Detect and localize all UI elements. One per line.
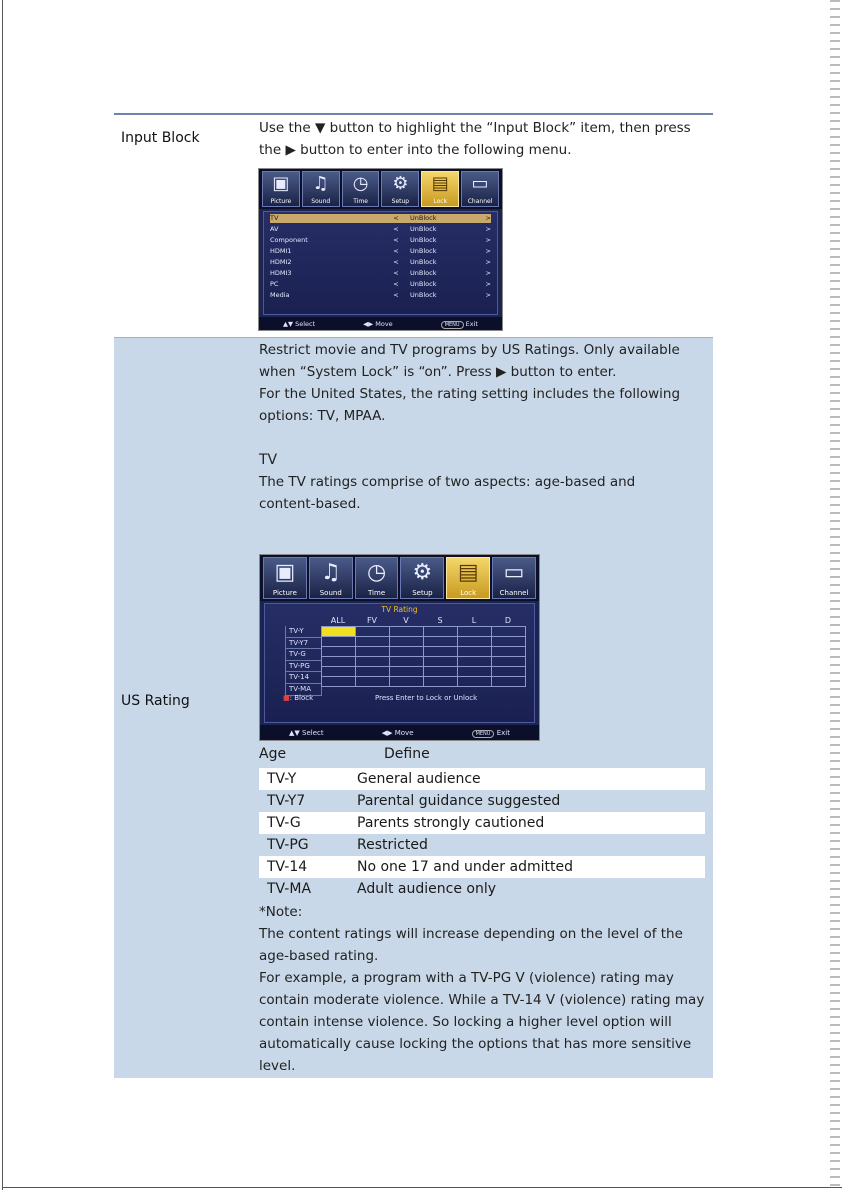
picture-tab[interactable]: ▣ Picture (262, 171, 300, 207)
menu-footer (259, 317, 502, 330)
grid-cell[interactable] (424, 657, 458, 667)
camera-icon: ▣ (274, 560, 296, 585)
tv-rating-panel (264, 603, 535, 723)
grid-cell[interactable] (458, 627, 492, 637)
rating-row: TV-14 No one 17 and under admitted (259, 856, 705, 878)
row-label-tv-g: TV-G (285, 649, 322, 661)
menu-key-icon: MENU (472, 730, 495, 738)
lock-unlock-hint: Press Enter to Lock or Unlock (375, 694, 478, 702)
grid-cell[interactable] (322, 647, 356, 657)
sound-tab[interactable]: ♫ Sound (309, 557, 353, 599)
time-tab[interactable]: ◷ Time (355, 557, 399, 599)
grid-cell[interactable] (322, 667, 356, 677)
rating-lock-grid (321, 626, 526, 687)
us-rating-p1-line-1: Restrict movie and TV programs by US Ratings. Only available (259, 342, 680, 358)
tv-text-line-2: content-based. (259, 496, 361, 512)
lock-tab[interactable]: ▤ Lock (446, 557, 490, 599)
input-list-panel (263, 211, 498, 315)
page-bottom-border (2, 1187, 842, 1188)
tv-heading: TV (259, 452, 278, 468)
input-row-media[interactable]: Media < UnBlock > (270, 291, 491, 299)
grid-cell[interactable] (390, 647, 424, 657)
grid-cell[interactable] (424, 627, 458, 637)
note-line-7: level. (259, 1058, 296, 1074)
column-v: V (403, 616, 409, 625)
menu-footer (260, 725, 539, 740)
row-label-tv-y: TV-Y (285, 626, 322, 638)
grid-cell[interactable] (322, 637, 356, 647)
perforation-edge (830, 0, 840, 1190)
input-row-hdmi1[interactable]: HDMI1 < UnBlock > (270, 247, 491, 255)
grid-cell[interactable] (424, 667, 458, 677)
tv-text-line-1: The TV ratings comprise of two aspects: age-based and (259, 474, 636, 490)
column-fv: FV (366, 616, 378, 625)
setup-tab[interactable]: ⚙ Setup (400, 557, 444, 599)
clock-icon: ◷ (352, 173, 369, 194)
move-hint: ◀▶ Move (363, 319, 393, 328)
input-row-pc[interactable]: PC < UnBlock > (270, 280, 491, 288)
note-line-5: contain intense violence. So locking a higher level option will (259, 1014, 672, 1030)
grid-cell[interactable] (492, 647, 526, 657)
music-note-icon: ♫ (312, 173, 329, 194)
grid-cell[interactable] (390, 657, 424, 667)
lock-icon: ▤ (431, 173, 449, 194)
input-block-text-line-1: Use the ▼ button to highlight the “Input Block” item, then press (259, 120, 691, 136)
grid-cell[interactable] (322, 677, 356, 687)
note-label: *Note: (259, 904, 303, 920)
define-column-header: Define (384, 746, 430, 762)
exit-hint: MENU Exit (472, 729, 510, 737)
block-legend: ■: Block (283, 694, 314, 702)
us-rating-p1-line-2: when “System Lock” is “on”. Press ▶ button to enter. (259, 364, 617, 380)
rating-row: TV-MA Adult audience only (267, 881, 497, 897)
us-rating-p2-line-1: For the United States, the rating setting includes the following (259, 386, 681, 402)
music-note-icon: ♫ (320, 560, 341, 585)
column-d: D (504, 616, 512, 625)
grid-cell[interactable] (356, 647, 390, 657)
rating-row: TV-Y General audience (259, 768, 705, 790)
row-label-tv-pg: TV-PG (285, 661, 322, 673)
grid-cell[interactable] (492, 677, 526, 687)
grid-cell[interactable] (492, 667, 526, 677)
row-label-tv-ma: TV-MA (285, 684, 322, 696)
grid-cell[interactable] (390, 627, 424, 637)
monitor-icon: ▭ (471, 173, 489, 194)
sound-tab[interactable]: ♫ Sound (302, 171, 340, 207)
page-left-border (2, 0, 3, 1190)
exit-hint: MENU Exit (441, 320, 478, 328)
input-row-component[interactable]: Component < UnBlock > (270, 236, 491, 244)
tv-rating-menu-screenshot (259, 554, 540, 741)
grid-cell[interactable] (356, 627, 390, 637)
time-tab[interactable]: ◷ Time (342, 171, 380, 207)
note-line-4: contain moderate violence. While a TV-14 V (violence) rating may (259, 992, 705, 1008)
select-hint: ▲▼ Select (283, 319, 316, 328)
grid-cell[interactable] (458, 677, 492, 687)
us-rating-label: US Rating (121, 693, 190, 709)
input-row-hdmi2[interactable]: HDMI2 < UnBlock > (270, 258, 491, 266)
up-down-icon: ▲▼ (283, 319, 293, 328)
input-row-av[interactable]: AV < UnBlock > (270, 225, 491, 233)
grid-cell[interactable] (424, 637, 458, 647)
rating-column-headers (321, 616, 525, 625)
input-row-tv[interactable]: TV < UnBlock > (270, 214, 491, 222)
gear-icon: ⚙ (412, 560, 433, 585)
lock-tab[interactable]: ▤ Lock (421, 171, 459, 207)
gear-icon: ⚙ (392, 173, 409, 194)
note-line-1: The content ratings will increase depending on the level of the (259, 926, 683, 942)
grid-cell[interactable] (356, 657, 390, 667)
rating-row: TV-PG Restricted (267, 837, 428, 853)
grid-cell[interactable] (492, 627, 526, 637)
grid-cell[interactable] (390, 667, 424, 677)
lock-icon: ■ (283, 694, 290, 702)
grid-cell[interactable] (458, 637, 492, 647)
note-line-2: age-based rating. (259, 948, 379, 964)
input-block-label: Input Block (121, 130, 200, 146)
grid-cell[interactable] (390, 637, 424, 647)
select-hint: ▲▼ Select (289, 728, 324, 737)
channel-tab[interactable]: ▭ Channel (461, 171, 499, 207)
row-label-tv-y7: TV-Y7 (285, 638, 322, 650)
tv-rating-title: TV Rating (381, 605, 418, 614)
input-row-hdmi3[interactable]: HDMI3 < UnBlock > (270, 269, 491, 277)
up-down-icon: ▲▼ (289, 728, 300, 737)
grid-cell[interactable] (492, 657, 526, 667)
rating-row: TV-Y7 Parental guidance suggested (267, 793, 561, 809)
grid-cell[interactable] (458, 657, 492, 667)
rating-row: TV-G Parents strongly cautioned (259, 812, 705, 834)
grid-cell[interactable] (424, 677, 458, 687)
grid-cell[interactable] (322, 657, 356, 667)
input-block-text-line-2: the ▶ button to enter into the following menu. (259, 142, 572, 158)
left-right-icon: ◀▶ (363, 319, 374, 328)
lock-icon: ▤ (457, 560, 479, 585)
note-line-6: automatically cause locking the options that has more sensitive (259, 1036, 692, 1052)
grid-cell[interactable] (390, 677, 424, 687)
grid-cell[interactable] (356, 637, 390, 647)
us-rating-p2-line-2: options: TV, MPAA. (259, 408, 386, 424)
column-all: ALL (330, 616, 346, 625)
column-l: L (471, 616, 477, 625)
move-hint: ◀▶ Move (381, 728, 414, 737)
grid-cell[interactable] (458, 667, 492, 677)
grid-cell[interactable] (322, 627, 356, 637)
column-s: S (437, 616, 443, 625)
menu-key-icon: MENU (441, 321, 464, 329)
picture-tab[interactable]: ▣ Picture (263, 557, 307, 599)
grid-cell[interactable] (492, 637, 526, 647)
age-column-header: Age (259, 746, 287, 762)
rating-row-labels (285, 626, 322, 696)
menu-tab-bar (259, 169, 502, 209)
clock-icon: ◷ (366, 560, 387, 585)
monitor-icon: ▭ (503, 560, 525, 585)
menu-tab-bar (260, 555, 539, 601)
grid-cell[interactable] (356, 677, 390, 687)
note-line-3: For example, a program with a TV-PG V (violence) rating may (259, 970, 674, 986)
camera-icon: ▣ (272, 173, 290, 194)
grid-cell[interactable] (356, 667, 390, 677)
row-label-tv-14: TV-14 (285, 672, 322, 684)
setup-tab[interactable]: ⚙ Setup (381, 171, 419, 207)
grid-cell[interactable] (458, 647, 492, 657)
left-right-icon: ◀▶ (381, 728, 393, 737)
grid-cell[interactable] (424, 647, 458, 657)
input-block-menu-screenshot (258, 168, 503, 331)
channel-tab[interactable]: ▭ Channel (492, 557, 536, 599)
